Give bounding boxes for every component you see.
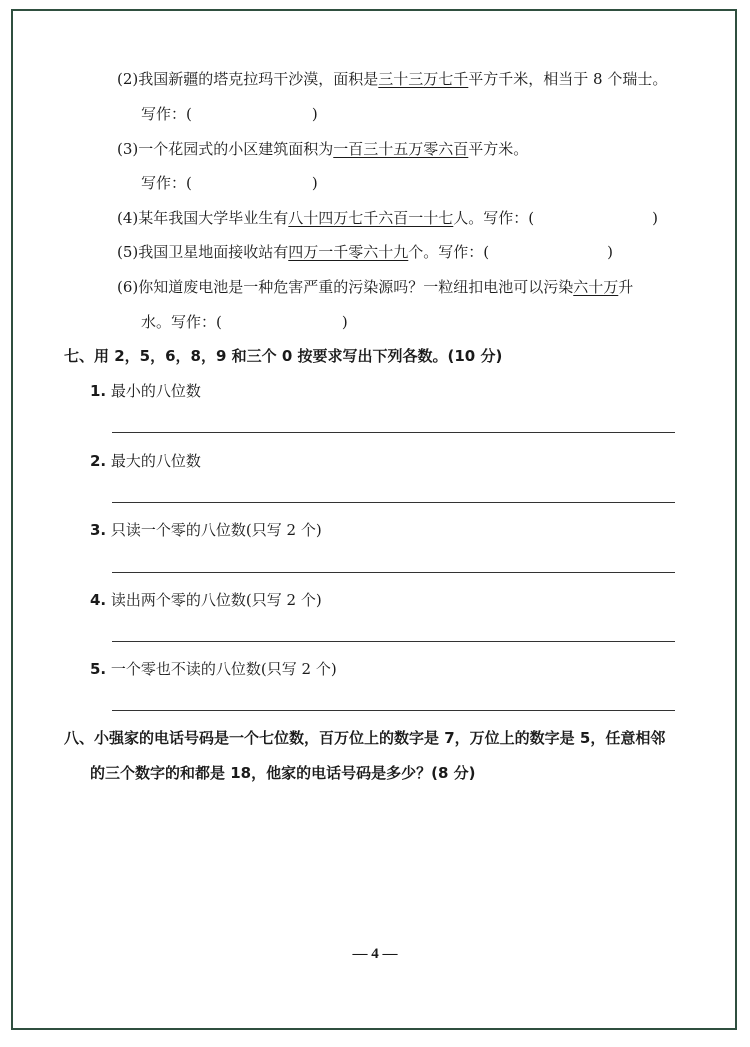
answer-line-6-6[interactable] xyxy=(141,312,348,332)
question-6-5 xyxy=(117,242,613,262)
write-label: 水。写作：( xyxy=(141,313,222,331)
question-6-3 xyxy=(117,139,528,159)
item-text: 我国新疆的塔克拉玛干沙漠，面积是 xyxy=(138,70,379,88)
item-text: 某年我国大学毕业生有 xyxy=(138,209,289,227)
section-8-line-1: 八、小强家的电话号码是一个七位数，百万位上的数字是 7，万位上的数字是 5，任意相邻 xyxy=(64,729,666,747)
underlined-number-words: 一百三十五万零六百 xyxy=(333,140,469,158)
question-7-4 xyxy=(90,590,322,610)
item-number: (6) xyxy=(117,278,139,296)
underlined-number-words: 三十三万七千 xyxy=(378,70,469,88)
question-number: 1. xyxy=(90,382,107,400)
section-7-heading: 七、用 2，5，6，8，9 和三个 0 按要求写出下列各数。(10 分) xyxy=(64,347,503,365)
item-text: 我国卫星地面接收站有 xyxy=(138,243,289,261)
question-text: 最大的八位数 xyxy=(110,452,201,470)
question-6-4 xyxy=(117,208,658,228)
answer-line-6-2[interactable] xyxy=(141,104,318,124)
item-number: (5) xyxy=(117,243,139,261)
item-text-tail: 个。写作：( xyxy=(408,243,490,261)
close-paren: ) xyxy=(607,243,613,261)
answer-line-6-3[interactable] xyxy=(141,173,318,193)
answer-rule-2[interactable] xyxy=(112,502,675,503)
close-paren: ) xyxy=(311,105,318,123)
close-paren: ) xyxy=(341,313,348,331)
item-number: (3) xyxy=(117,140,139,158)
underlined-number-words: 六十万 xyxy=(573,278,619,296)
write-label: 写作：( xyxy=(141,105,192,123)
item-text-tail: 升 xyxy=(618,278,634,296)
underlined-number-words: 四万一千零六十九 xyxy=(288,243,409,261)
answer-rule-1[interactable] xyxy=(112,432,675,433)
answer-rule-3[interactable] xyxy=(112,572,675,573)
close-paren: ) xyxy=(652,209,658,227)
answer-rule-4[interactable] xyxy=(112,641,675,642)
question-number: 2. xyxy=(90,452,107,470)
page-number: — 4 — xyxy=(352,946,398,962)
question-text: 最小的八位数 xyxy=(110,382,201,400)
item-number: (2) xyxy=(117,70,139,88)
question-text: 读出两个零的八位数(只写 2 个) xyxy=(110,591,322,609)
underlined-number-words: 八十四万七千六百一十七 xyxy=(288,209,454,227)
write-label: 写作：( xyxy=(141,174,192,192)
question-7-3 xyxy=(90,520,322,540)
question-7-1 xyxy=(90,381,201,401)
answer-rule-5[interactable] xyxy=(112,710,675,711)
question-number: 4. xyxy=(90,591,107,609)
question-7-5 xyxy=(90,659,337,679)
item-text: 一个花园式的小区建筑面积为 xyxy=(138,140,334,158)
item-text: 你知道废电池是一种危害严重的污染源吗？一粒纽扣电池可以污染 xyxy=(138,278,574,296)
close-paren: ) xyxy=(311,174,318,192)
item-number: (4) xyxy=(117,209,139,227)
item-text-tail: 人。写作：( xyxy=(453,209,535,227)
question-text: 只读一个零的八位数(只写 2 个) xyxy=(110,521,322,539)
question-number: 5. xyxy=(90,660,107,678)
question-7-2 xyxy=(90,451,201,471)
question-number: 3. xyxy=(90,521,107,539)
question-6-6 xyxy=(117,277,633,297)
question-text: 一个零也不读的八位数(只写 2 个) xyxy=(110,660,337,678)
section-8-line-2: 的三个数字的和都是 18，他家的电话号码是多少？(8 分) xyxy=(90,764,476,782)
item-text-tail: 平方米。 xyxy=(468,140,529,158)
question-6-2 xyxy=(117,69,667,89)
item-text-tail: 平方千米，相当于 8 个瑞士。 xyxy=(468,70,668,88)
answer-area[interactable] xyxy=(90,800,675,930)
